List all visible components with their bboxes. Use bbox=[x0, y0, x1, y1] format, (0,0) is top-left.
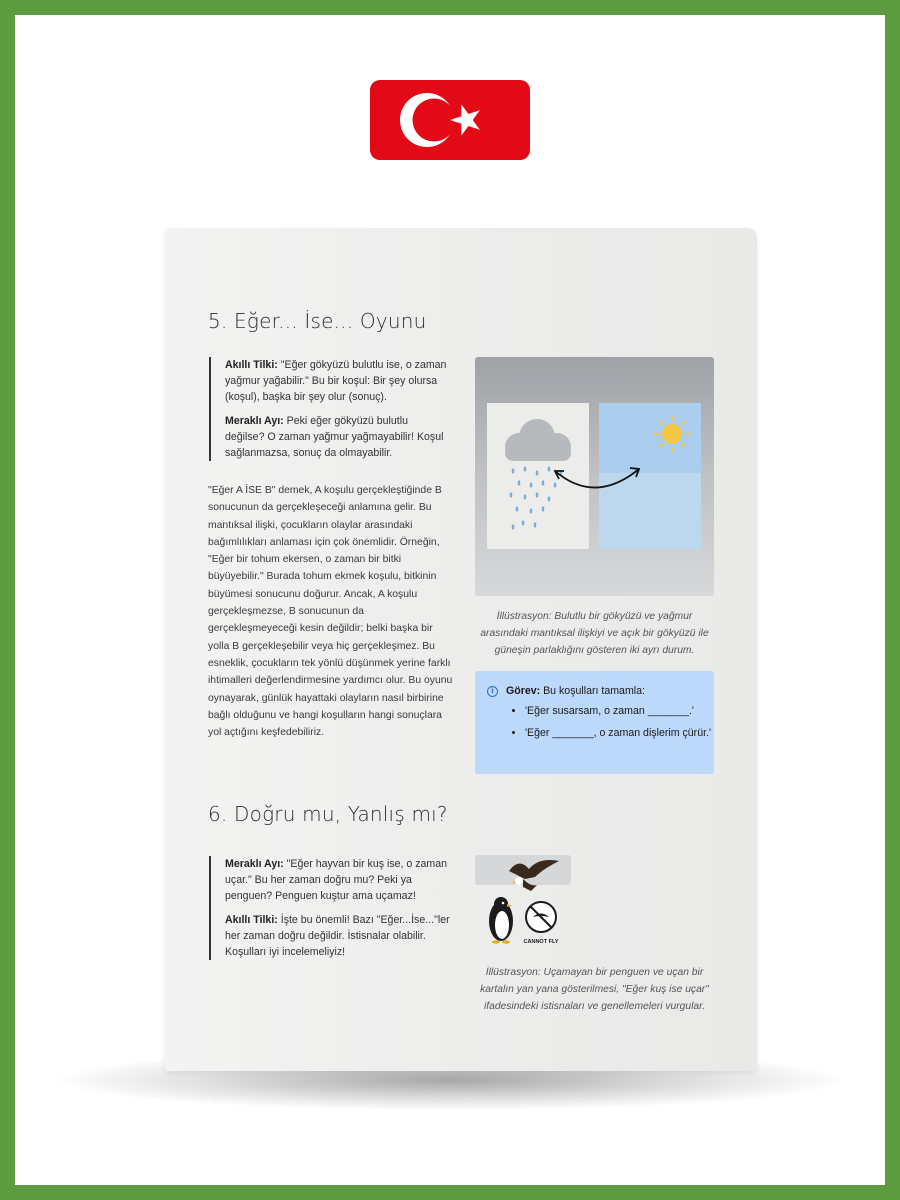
task-header bbox=[487, 685, 645, 697]
dialogue-line bbox=[225, 413, 449, 461]
section-5-dialogue bbox=[209, 357, 449, 461]
dialogue-line bbox=[225, 912, 455, 960]
no-fly-icon bbox=[526, 902, 556, 932]
dialogue-text: Peki eğer gökyüzü bulutlu değilse? O zaman yağmur yağmayabilir! Koşul sağlanmazsa, sonuç da olmayabilir. bbox=[225, 415, 444, 459]
task-label: Görev: bbox=[506, 685, 541, 697]
weather-illustration bbox=[475, 357, 714, 596]
speaker-name: Akıllı Tilki: bbox=[225, 914, 278, 926]
dialogue-line bbox=[225, 856, 455, 904]
task-instruction: Bu koşulları tamamla: bbox=[543, 685, 645, 697]
dialogue-text: İşte bu önemli! Bazı "Eğer...İse..."ler her zaman doğru değildir. İstisnalar olabilir. Koşulları iyi incelemeliyiz! bbox=[225, 914, 450, 958]
penguin-icon bbox=[489, 897, 513, 944]
section-6-dialogue bbox=[209, 856, 455, 960]
section-6-title: 6. Doğru mu, Yanlış mı? bbox=[208, 802, 448, 826]
list-item: • 'Eğer susarsam, o zaman _______.' bbox=[525, 703, 715, 720]
illustration-caption: İllüstrasyon: Bulutlu bir gökyüzü ve yağmur arasındaki mantıksal ilişkiyi ve açık bir gökyüzü ile güneşin parlaklığını gösteren iki ayrı durum. bbox=[480, 611, 709, 656]
task-box bbox=[475, 671, 714, 774]
dialogue-line bbox=[225, 357, 449, 405]
illustration-caption: İllüstrasyon: Uçamayan bir penguen ve uçan bir kartalın yan yana gösterilmesi, "Eğer kuş ise uçar" ifadesindeki istisnaları ve genellemeleri vurgular. bbox=[480, 967, 709, 1012]
cannot-fly-label: CANNOT FLY bbox=[523, 939, 559, 945]
task-list bbox=[505, 703, 715, 747]
list-item: • 'Eğer _______, o zaman dişlerim çürür.' bbox=[525, 725, 715, 742]
crescent-star-icon bbox=[370, 80, 530, 160]
turkey-flag bbox=[370, 80, 530, 160]
speaker-name: Meraklı Ayı: bbox=[225, 858, 284, 870]
dialogue-text: "Eğer gökyüzü bulutlu ise, o zaman yağmur yağabilir." Bu bir koşul: Bir şey olursa (koşul), başka bir şey olur (sonuç). bbox=[225, 359, 447, 403]
section-5-body: "Eğer A İSE B" demek, A koşulu gerçekleştiğinde B sonucunun da gerçekleşeceği anlamına gelir. Bu mantıksal ilişki, çocukların olaylar arasındaki bağımlılıkları anlaması için çok önemlidir. Örneğin, "Eğer bir tohum ekersen, o zaman bir bitki büyüyebilir." Burada tohum ekmek koşulu, bitkinin büyümesi sonucunu doğurur. Ancak, A koşulu gerçekleşmezse, B sonucunun da gerçekleşmeyeceği kesin değildir; belki başka bir yolla B gerçekleşebilir veya hiç gerçekleşmez. Bu esneklik, çocukların tek yönlü düşünmek yerine farklı ihtimalleri değerlendirmesine yardımcı olur. Bu oyunu oynayarak, günlük hayattaki olayların nasıl birbirine bağlı olduğunu ve hangi koşulların hangi sonuçlara yol açtığını keşfedebiliriz. bbox=[208, 485, 453, 739]
info-icon: i bbox=[487, 686, 498, 697]
section-5-title: 5. Eğer... İse... Oyunu bbox=[208, 309, 427, 333]
dialogue-text: "Eğer hayvan bir kuş ise, o zaman uçar." Bu her zaman doğru mu? Peki ya penguen? Penguen kuştur ama uçamaz! bbox=[225, 858, 448, 902]
task-text bbox=[506, 685, 645, 697]
penguin-eagle-illustration bbox=[475, 855, 571, 947]
speaker-name: Akıllı Tilki: bbox=[225, 359, 278, 371]
speaker-name: Meraklı Ayı: bbox=[225, 415, 284, 427]
